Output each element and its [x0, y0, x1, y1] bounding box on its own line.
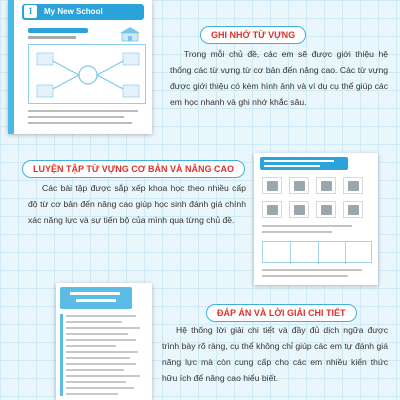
answer-key-header — [60, 287, 132, 309]
section-subheading-bar — [28, 36, 76, 39]
answer-key-page-thumbnail — [56, 283, 152, 400]
unit-number: 1 — [24, 5, 37, 18]
vocabulary-page-thumbnail — [8, 0, 152, 134]
section-title-practice: LUYỆN TẬP TỪ VỰNG CƠ BẢN VÀ NÂNG CAO — [22, 160, 245, 178]
section-body-vocabulary: Trong mỗi chủ đề, các em sẽ được giới thiệu hệ thống các từ vựng từ cơ bản đến nâng cao. Các từ vựng được giới thiệu có kèm hình ảnh và ví dụ cụ thể giúp các em học nhanh và ghi nhớ khắc sâu. — [170, 49, 388, 107]
section-body-answers: Hệ thống lời giải chi tiết và đầy đủ dịch ngữa được trình bày rõ ràng, cụ thể không chỉ giúp các em tự đánh giá năng lực mà còn cung cấp cho các em nhiều kiến thức hữu ích để nâng cao hiểu biết. — [162, 325, 388, 383]
section-heading-bar — [28, 28, 88, 33]
practice-page-thumbnail — [254, 153, 378, 285]
exercise-header — [260, 157, 348, 170]
section-title-vocabulary: GHI NHỚ TỪ VỰNG — [200, 26, 306, 44]
vocabulary-diagram — [28, 44, 146, 104]
section-body-practice: Các bài tập được sắp xếp khoa học theo nhiều cấp độ từ cơ bản đến nâng cao giúp học sinh đánh giá chính xác năng lực và sự tiến bộ của mình qua từng chủ đề. — [28, 183, 246, 225]
section-title-answers: ĐÁP ÁN VÀ LỜI GIẢI CHI TIẾT — [206, 304, 357, 322]
school-icon — [118, 26, 142, 42]
unit-title-banner — [22, 4, 144, 20]
unit-title: My New School — [44, 7, 103, 16]
exercise-table — [262, 241, 372, 263]
